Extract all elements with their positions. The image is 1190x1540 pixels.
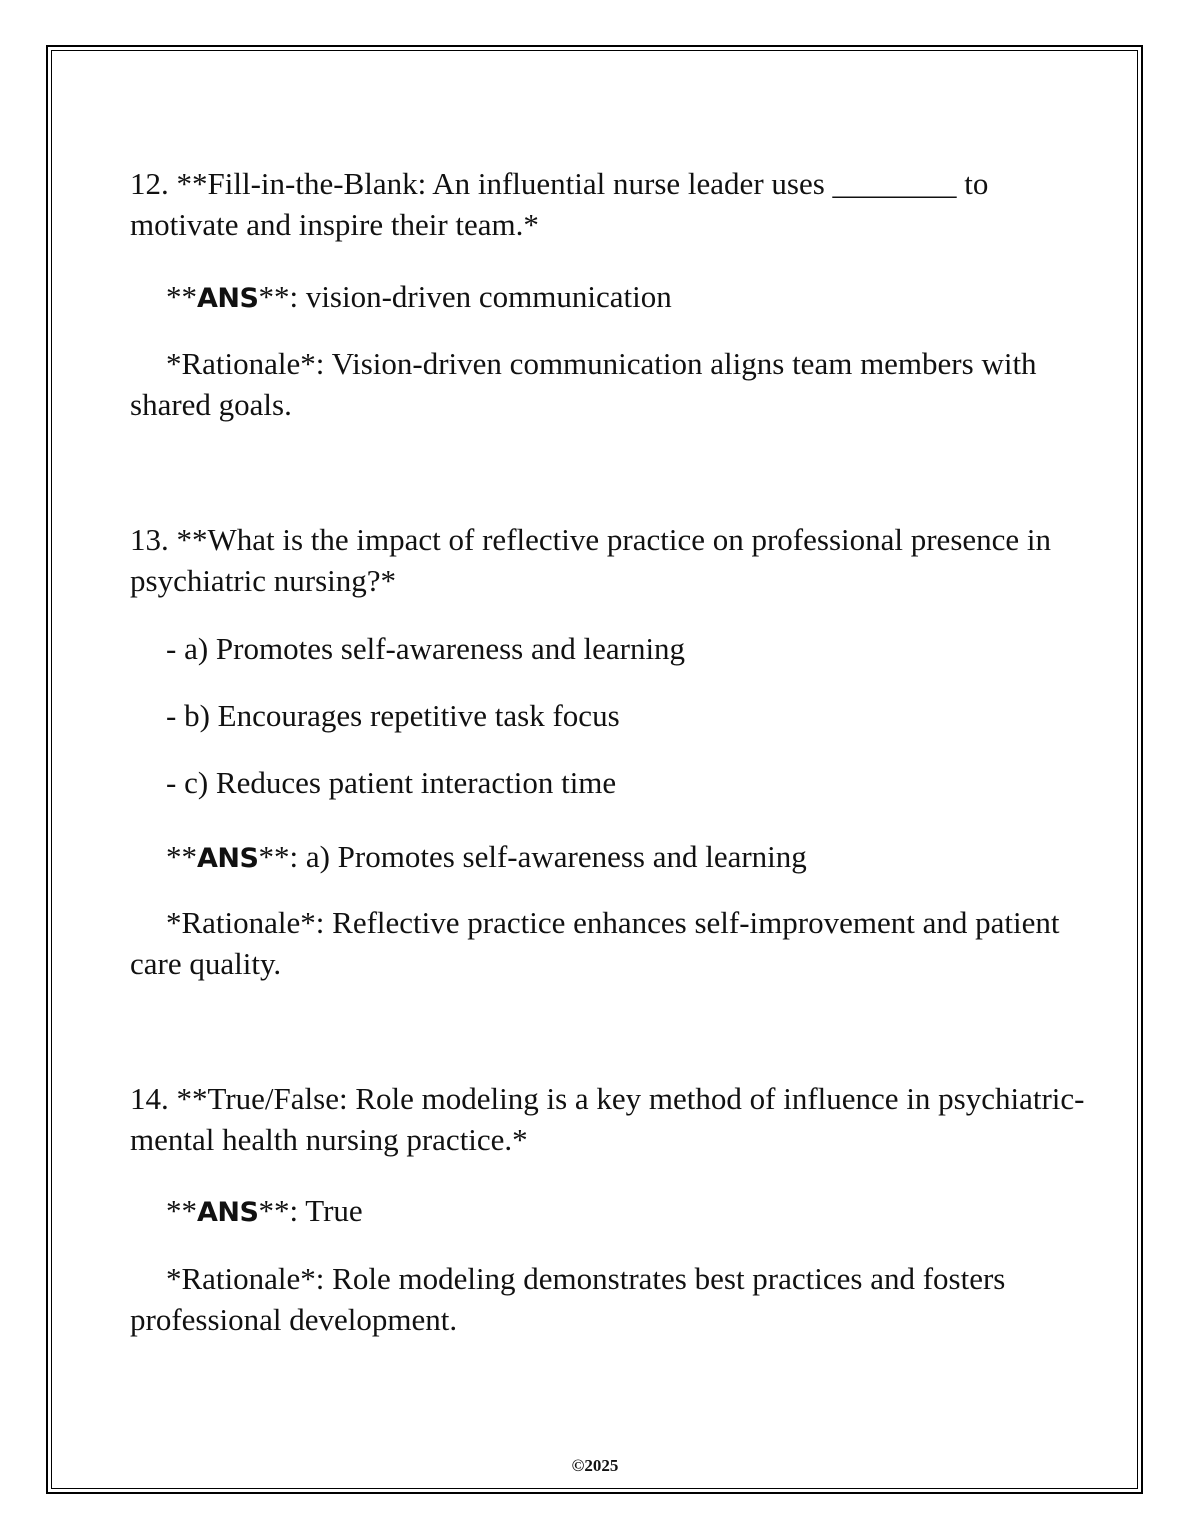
- question-14-stem: 14. **True/False: Role modeling is a key method of influence in psychiatric-mental health nursing practice.*: [130, 1081, 1085, 1157]
- answer-prefix: **: [166, 1193, 197, 1228]
- answer-text: **: vision-driven communication: [258, 279, 672, 314]
- question-13-answer: [130, 836, 1090, 879]
- answer-prefix: **: [166, 839, 197, 874]
- ans-label: ANS: [197, 283, 259, 314]
- ans-label: ANS: [197, 1197, 259, 1228]
- question-13-option-b: - b) Encourages repetitive task focus: [166, 698, 620, 733]
- ans-label: ANS: [197, 843, 259, 874]
- copyright-footer: ©2025: [571, 1456, 619, 1475]
- question-13-option-a: - a) Promotes self-awareness and learning: [166, 631, 686, 666]
- question-14-rationale: *Rationale*: Role modeling demonstrates best practices and fosters professional development.: [130, 1261, 1006, 1337]
- answer-prefix: **: [166, 279, 197, 314]
- question-12-rationale: *Rationale*: Vision-driven communication aligns team members with shared goals.: [130, 346, 1037, 422]
- question-12-stem: 12. **Fill-in-the-Blank: An influential nurse leader uses ________ to motivate and inspire their team.*: [130, 166, 989, 242]
- question-14-answer: [130, 1190, 1090, 1233]
- question-13-rationale: *Rationale*: Reflective practice enhances self-improvement and patient care quality.: [130, 905, 1060, 981]
- answer-text: **: a) Promotes self-awareness and learning: [258, 839, 807, 874]
- answer-text: **: True: [258, 1193, 363, 1228]
- question-12-answer: [130, 276, 1090, 319]
- question-13-option-c: - c) Reduces patient interaction time: [166, 765, 617, 800]
- question-13-stem: 13. **What is the impact of reflective practice on professional presence in psychiatric nursing?*: [130, 522, 1052, 598]
